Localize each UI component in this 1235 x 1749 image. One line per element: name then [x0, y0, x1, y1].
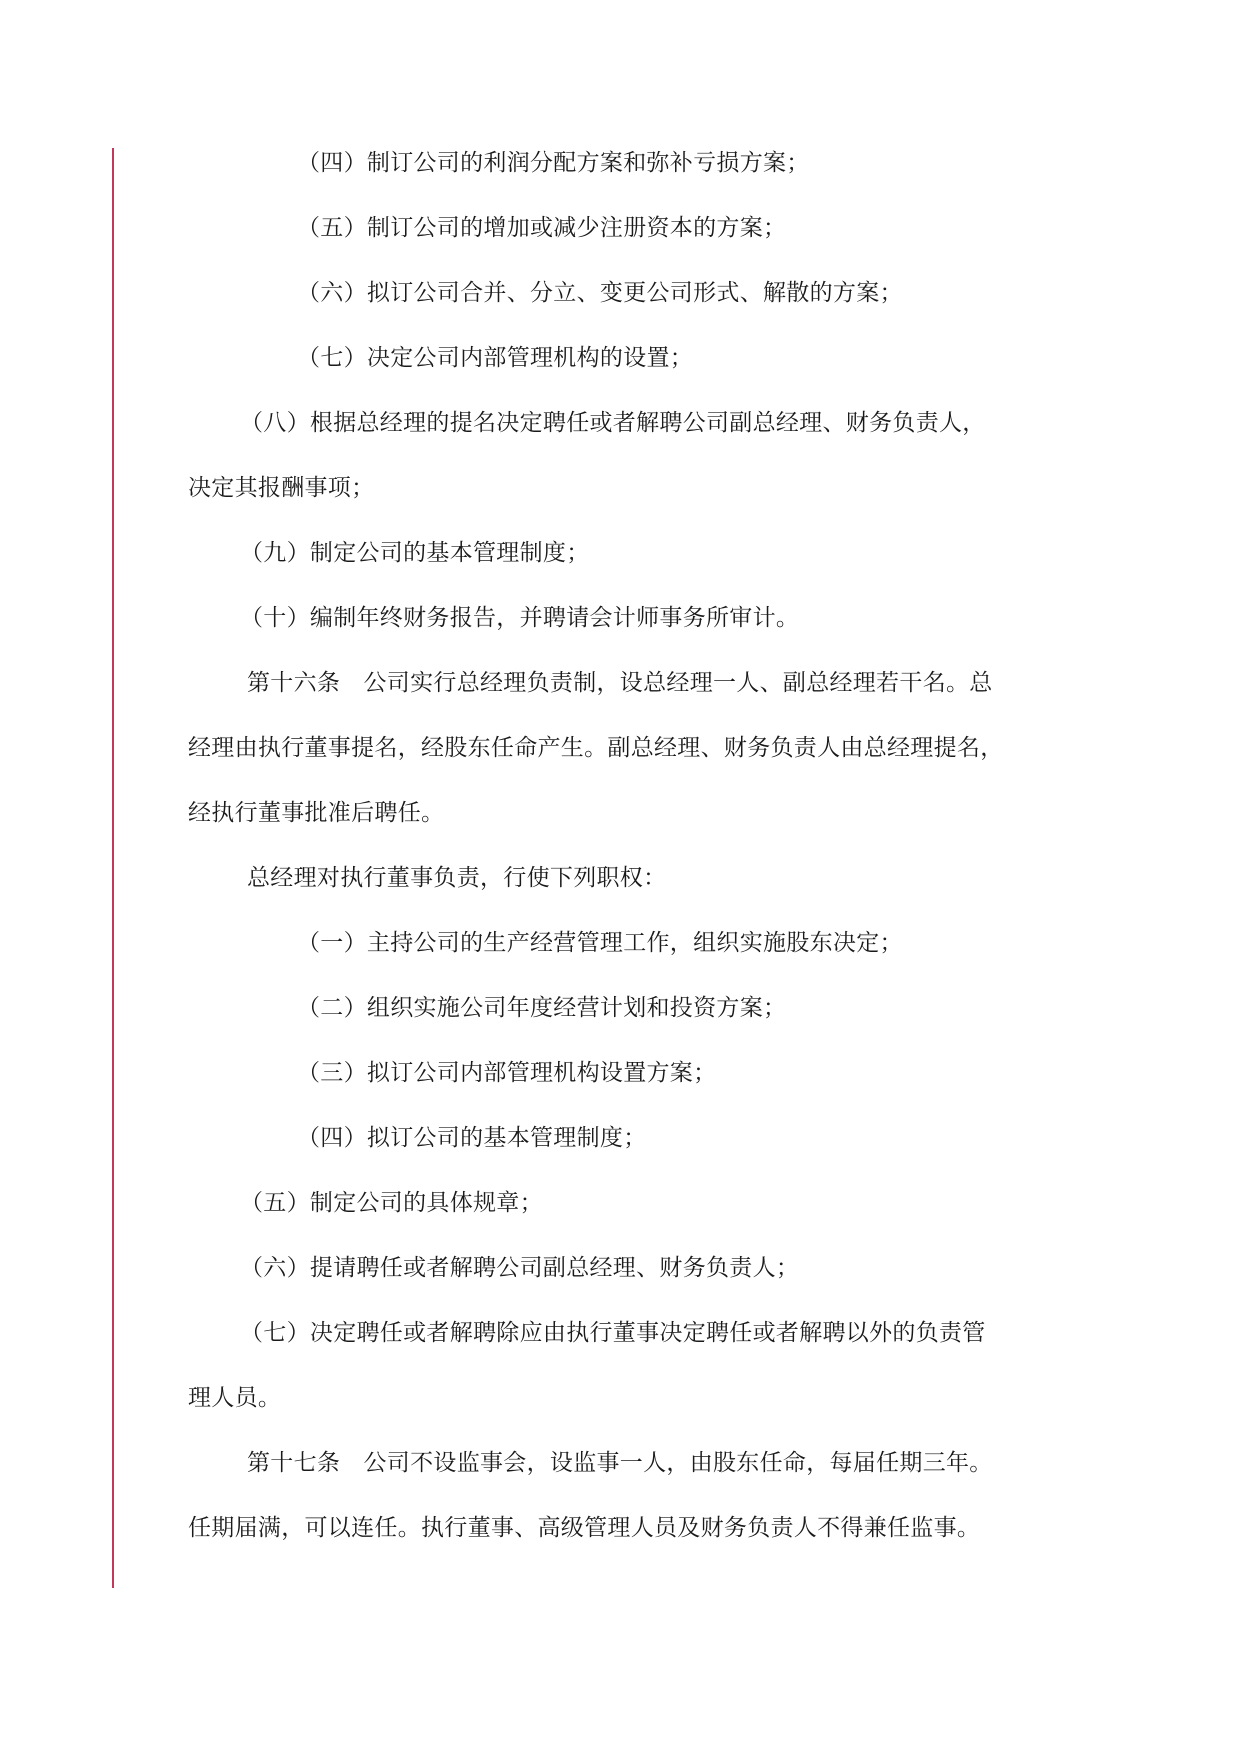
text-line: 理人员。 — [188, 1385, 282, 1411]
text-line: 任期届满，可以连任。执行董事、高级管理人员及财务负责人不得兼任监事。 — [188, 1515, 981, 1541]
text-line: （六）拟订公司合并、分立、变更公司形式、解散的方案； — [297, 280, 903, 306]
text-line: 第十六条 公司实行总经理负责制，设总经理一人、副总经理若干名。总 — [247, 670, 993, 696]
text-line: （九）制定公司的基本管理制度； — [240, 540, 590, 566]
text-line: （二）组织实施公司年度经营计划和投资方案； — [297, 995, 787, 1021]
text-line: （七）决定公司内部管理机构的设置； — [297, 345, 694, 371]
text-line: （四）制订公司的利润分配方案和弥补亏损方案； — [297, 150, 810, 176]
text-line: （一）主持公司的生产经营管理工作，组织实施股东决定； — [297, 930, 903, 956]
text-line: 决定其报酬事项； — [188, 475, 375, 501]
text-line: 经理由执行董事提名，经股东任命产生。副总经理、财务负责人由总经理提名， — [188, 735, 1004, 761]
text-line: （五）制订公司的增加或减少注册资本的方案； — [297, 215, 787, 241]
text-line: （八）根据总经理的提名决定聘任或者解聘公司副总经理、财务负责人， — [240, 410, 986, 436]
text-line: （六）提请聘任或者解聘公司副总经理、财务负责人； — [240, 1255, 800, 1281]
text-line: （十）编制年终财务报告，并聘请会计师事务所审计。 — [240, 605, 800, 631]
text-line: （四）拟订公司的基本管理制度； — [297, 1125, 647, 1151]
text-line: 第十七条 公司不设监事会，设监事一人，由股东任命，每届任期三年。 — [247, 1450, 993, 1476]
text-line: （五）制定公司的具体规章； — [240, 1190, 543, 1216]
text-line: 总经理对执行董事负责，行使下列职权： — [247, 865, 667, 891]
text-line: （三）拟订公司内部管理机构设置方案； — [297, 1060, 717, 1086]
text-line: （七）决定聘任或者解聘除应由执行董事决定聘任或者解聘以外的负责管 — [240, 1320, 986, 1346]
text-line: 经执行董事批准后聘任。 — [188, 800, 445, 826]
